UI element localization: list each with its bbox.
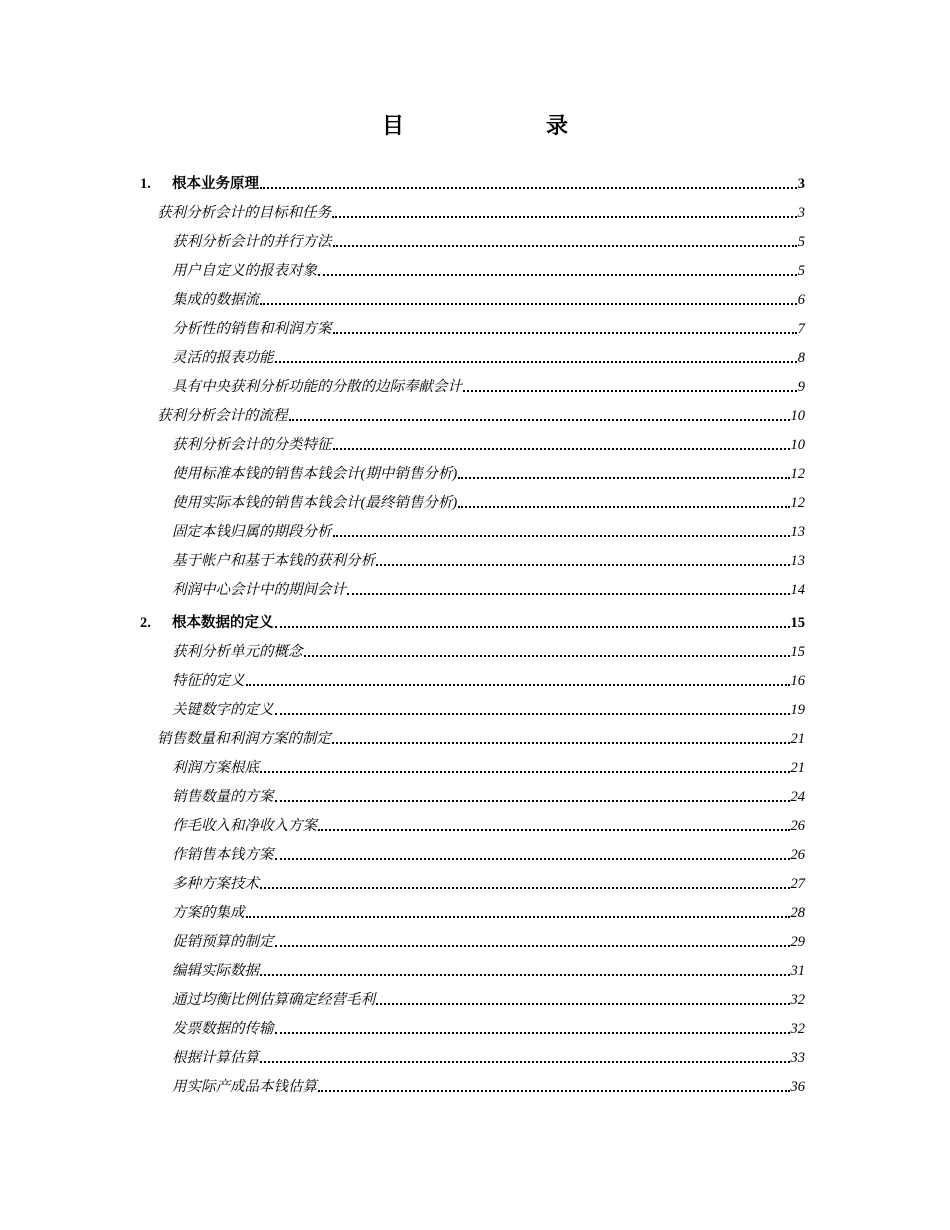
toc-entry[interactable]: [0, 487, 950, 516]
toc-chapter-entry[interactable]: [0, 607, 950, 636]
toc-entry-page-number: 31: [790, 963, 805, 979]
toc-entry-page-number: 26: [790, 847, 805, 863]
toc-entry-page-number: 15: [790, 615, 805, 631]
toc-entry-label: 固定本钱归属的期段分析: [172, 524, 332, 540]
dot-leader: [275, 358, 797, 363]
toc-entry-page-number: 27: [790, 876, 805, 892]
dot-leader: [304, 652, 790, 657]
toc-entry[interactable]: [0, 868, 950, 897]
toc-entry-label: 编辑实际数据: [172, 963, 259, 979]
dot-leader: [260, 1058, 790, 1063]
dot-leader: [275, 855, 790, 860]
toc-entry-label: 作毛收入和净收入方案: [172, 818, 317, 834]
dot-leader: [275, 1029, 790, 1034]
toc-entry-label: 利润中心会计中的期间会计: [172, 582, 346, 598]
toc-entry-label: 使用实际本钱的销售本钱会计(最终销售分析): [172, 495, 458, 511]
toc-entry-label: 销售数量和利润方案的制定: [157, 731, 331, 747]
toc-entry-page-number: 15: [790, 644, 805, 660]
dot-leader: [275, 623, 790, 628]
dot-leader: [458, 503, 789, 508]
toc-entry-page-number: 29: [790, 934, 805, 950]
toc-entry[interactable]: [0, 810, 950, 839]
toc-entry-page-number: 24: [790, 789, 805, 805]
toc-entry[interactable]: [0, 752, 950, 781]
dot-leader: [275, 797, 790, 802]
toc-entry-label: 用实际产成品本钱估算: [172, 1079, 317, 1095]
dot-leader: [260, 884, 790, 889]
toc-entry-label: 多种方案技术: [172, 876, 259, 892]
toc-entry[interactable]: [0, 255, 950, 284]
toc-entry[interactable]: [0, 665, 950, 694]
toc-chapter-entry[interactable]: [0, 168, 950, 197]
toc-entry-page-number: 21: [790, 731, 805, 747]
toc-entry[interactable]: [0, 516, 950, 545]
toc-entry-page-number: 19: [790, 702, 805, 718]
toc-entry[interactable]: [0, 226, 950, 255]
toc-entry-page-number: 16: [790, 673, 805, 689]
toc-entry[interactable]: [0, 984, 950, 1013]
toc-entry[interactable]: [0, 1013, 950, 1042]
toc-entry-page-number: 28: [790, 905, 805, 921]
toc-entry-page-number: 5: [797, 263, 805, 279]
dot-leader: [260, 971, 790, 976]
toc-entry-label: 根本业务原理: [172, 176, 259, 192]
dot-leader: [246, 913, 790, 918]
toc-entry[interactable]: [0, 1071, 950, 1100]
toc-entry-label: 利润方案根底: [172, 760, 259, 776]
toc-entry-label: 具有中央获利分析功能的分散的边际奉献会计: [172, 379, 462, 395]
toc-entry[interactable]: [0, 284, 950, 313]
toc-entry-label: 获利分析会计的分类特征: [172, 437, 332, 453]
toc-entry[interactable]: [0, 926, 950, 955]
dot-leader: [333, 532, 790, 537]
toc-entry-page-number: 12: [790, 466, 805, 482]
toc-entry-page-number: 12: [790, 495, 805, 511]
dot-leader: [260, 768, 790, 773]
toc-entry-label: 发票数据的传输: [172, 1021, 274, 1037]
toc-entry-number: 1.: [140, 176, 151, 192]
dot-leader: [376, 561, 790, 566]
toc-entry-page-number: 3: [797, 205, 805, 221]
dot-leader: [333, 242, 797, 247]
toc-entry-page-number: 36: [790, 1079, 805, 1095]
toc-entry-label: 使用标准本钱的销售本钱会计(期中销售分析): [172, 466, 458, 482]
toc-entry[interactable]: [0, 400, 950, 429]
dot-leader: [260, 300, 797, 305]
toc-entry[interactable]: [0, 723, 950, 752]
toc-entry-page-number: 14: [790, 582, 805, 598]
dot-leader: [333, 329, 797, 334]
toc-entry[interactable]: [0, 897, 950, 926]
toc-entry-label: 获利分析会计的并行方法: [172, 234, 332, 250]
toc-entry[interactable]: [0, 313, 950, 342]
toc-entry[interactable]: [0, 458, 950, 487]
dot-leader: [289, 416, 790, 421]
dot-leader: [275, 942, 790, 947]
dot-leader: [260, 184, 797, 189]
toc-entry-label: 集成的数据流: [172, 292, 259, 308]
toc-entry[interactable]: [0, 694, 950, 723]
toc-entry-label: 作销售本钱方案: [172, 847, 274, 863]
toc-entry-label: 基于帐户和基于本钱的获利分析: [172, 553, 375, 569]
toc-entry[interactable]: [0, 574, 950, 603]
dot-leader: [458, 474, 789, 479]
dot-leader: [332, 739, 790, 744]
dot-leader: [332, 213, 797, 218]
dot-leader: [275, 710, 790, 715]
toc-entry-number: 2.: [140, 615, 151, 631]
toc-entry-page-number: 13: [790, 553, 805, 569]
page-title: 目 录: [381, 113, 628, 138]
dot-leader: [318, 1087, 790, 1092]
toc-entry[interactable]: [0, 1042, 950, 1071]
dot-leader: [463, 387, 797, 392]
table-of-contents: [0, 168, 950, 1100]
toc-entry[interactable]: [0, 781, 950, 810]
toc-entry-label: 获利分析会计的目标和任务: [157, 205, 331, 221]
dot-leader: [246, 681, 790, 686]
toc-entry-label: 通过均衡比例估算确定经营毛利: [172, 992, 375, 1008]
toc-entry-page-number: 5: [797, 234, 805, 250]
toc-entry-label: 关键数字的定义: [172, 702, 274, 718]
toc-entry-page-number: 32: [790, 1021, 805, 1037]
toc-entry[interactable]: [0, 545, 950, 574]
toc-entry-label: 获利分析会计的流程: [157, 408, 288, 424]
toc-entry[interactable]: [0, 429, 950, 458]
dot-leader: [333, 445, 790, 450]
dot-leader: [318, 271, 797, 276]
toc-entry-page-number: 3: [797, 176, 805, 192]
toc-entry[interactable]: [0, 839, 950, 868]
toc-entry-page-number: 9: [797, 379, 805, 395]
toc-entry-page-number: 10: [790, 437, 805, 453]
toc-entry-label: 根据计算估算: [172, 1050, 259, 1066]
toc-entry-label: 获利分析单元的概念: [172, 644, 303, 660]
toc-entry-label: 灵活的报表功能: [172, 350, 274, 366]
toc-entry[interactable]: [0, 197, 950, 226]
toc-entry[interactable]: [0, 342, 950, 371]
toc-entry-label: 用户自定义的报表对象: [172, 263, 317, 279]
toc-entry[interactable]: [0, 955, 950, 984]
toc-entry-page-number: 32: [790, 992, 805, 1008]
dot-leader: [318, 826, 790, 831]
toc-entry-page-number: 21: [790, 760, 805, 776]
dot-leader: [376, 1000, 790, 1005]
dot-leader: [347, 590, 790, 595]
toc-entry-label: 方案的集成: [172, 905, 245, 921]
toc-entry-label: 根本数据的定义: [172, 615, 274, 631]
toc-entry-page-number: 13: [790, 524, 805, 540]
toc-entry[interactable]: [0, 636, 950, 665]
toc-entry-page-number: 7: [797, 321, 805, 337]
toc-entry-label: 特征的定义: [172, 673, 245, 689]
toc-entry-page-number: 8: [797, 350, 805, 366]
toc-entry-page-number: 10: [790, 408, 805, 424]
toc-entry-page-number: 26: [790, 818, 805, 834]
toc-entry[interactable]: [0, 371, 950, 400]
toc-entry-page-number: 6: [797, 292, 805, 308]
toc-entry-page-number: 33: [790, 1050, 805, 1066]
toc-entry-label: 促销预算的制定: [172, 934, 274, 950]
toc-entry-label: 分析性的销售和利润方案: [172, 321, 332, 337]
toc-entry-label: 销售数量的方案: [172, 789, 274, 805]
